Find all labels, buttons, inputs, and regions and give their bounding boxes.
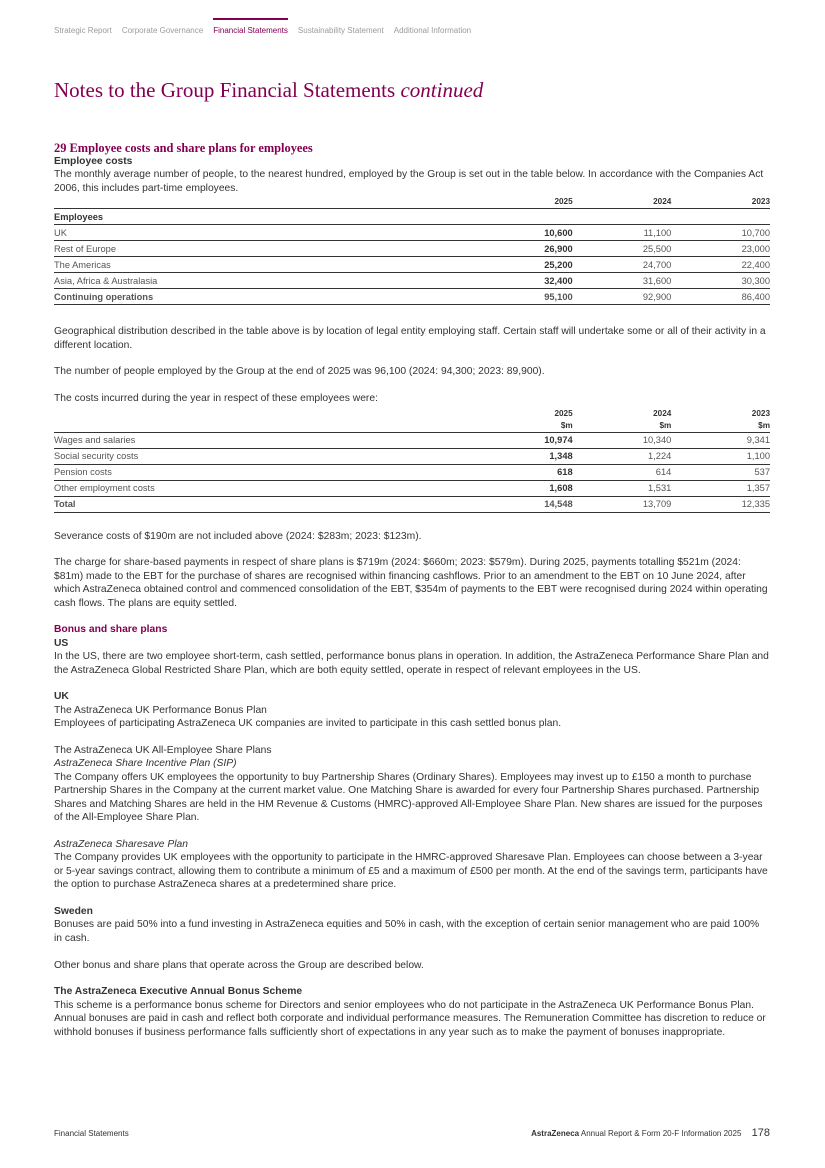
row-label: Continuing operations xyxy=(54,289,474,305)
column-header: 2025 $m xyxy=(554,408,573,430)
cell-2023: 537 xyxy=(671,464,770,480)
cell-2025: 14,548 xyxy=(474,496,573,512)
column-header: 2023 xyxy=(751,197,770,207)
row-label: Social security costs xyxy=(54,448,474,464)
cell-2025: 95,100 xyxy=(474,289,573,305)
cell-2024: 10,340 xyxy=(573,432,672,448)
intro-paragraph: The monthly average number of people, to the nearest hundred, employed by the Group is set out in the table below. In accordance with the Companies Act 2006, this includes part-time employees. xyxy=(54,169,764,194)
page-title xyxy=(54,78,483,103)
employees-table xyxy=(54,196,770,305)
cell-2024: 1,224 xyxy=(573,448,672,464)
other-plans-paragraph: Other bonus and share plans that operate across the Group are described below. xyxy=(54,959,424,971)
cell-2025: 25,200 xyxy=(474,257,573,273)
bonus-heading: Bonus and share plans xyxy=(54,624,168,636)
sweden-paragraph: Bonuses are paid 50% into a fund investing in AstraZeneca equities and 50% in cash, with the exception of certain senior management who are paid 100% in cash. xyxy=(54,919,760,944)
cell-2024: 25,500 xyxy=(573,241,672,257)
nav-financial-statements[interactable]: Financial Statements xyxy=(213,26,288,35)
costs-paragraph: The costs incurred during the year in respect of these employees were: xyxy=(54,393,378,405)
cell-2024: 31,600 xyxy=(573,273,672,289)
top-navigation xyxy=(54,26,481,35)
uk-pbp-heading: The AstraZeneca UK Performance Bonus Plan xyxy=(54,704,267,716)
table-row xyxy=(54,225,770,241)
footer-section-label: Financial Statements xyxy=(54,1129,129,1138)
uk-pbp-paragraph: Employees of participating AstraZeneca UK companies are invited to participate in this cash settled bonus plan. xyxy=(54,718,562,730)
table-row xyxy=(54,480,770,496)
costs-table xyxy=(54,408,770,513)
section-title: 29 Employee costs and share plans for employees xyxy=(54,141,313,155)
uk-aesp-heading: The AstraZeneca UK All-Employee Share Plans xyxy=(54,745,272,757)
table-row xyxy=(54,464,770,480)
cell-2024: 1,531 xyxy=(573,480,672,496)
sip-heading: AstraZeneca Share Incentive Plan (SIP) xyxy=(54,758,237,770)
group-label: Employees xyxy=(54,209,474,225)
sip-paragraph: The Company offers UK employees the opportunity to buy Partnership Shares (Ordinary Shares). Employees may invest up to £150 a month to purchase Partnership Shares in the Company at the current market value. One Matching Share is awarded for every four Partnership Shares purchased. Partnership Shares and Matching Shares are held in the HM Revenue & Customs (HMRC)-approved All-Employee Share Plan. New shares are issued for the purposes of the All-Employee Share Plan. xyxy=(54,771,763,824)
cell-2025: 10,974 xyxy=(474,432,573,448)
page-title-suffix: continued xyxy=(400,78,484,102)
column-header: 2024 xyxy=(653,197,672,207)
cell-2023: 23,000 xyxy=(671,241,770,257)
exec-bonus-heading: The AstraZeneca Executive Annual Bonus Scheme xyxy=(54,986,303,998)
cell-2024: 92,900 xyxy=(573,289,672,305)
nav-additional-information[interactable]: Additional Information xyxy=(393,26,472,35)
nav-sustainability-statement[interactable]: Sustainability Statement xyxy=(297,26,384,35)
cell-2023: 22,400 xyxy=(671,257,770,273)
row-label: Pension costs xyxy=(54,464,474,480)
sharesave-paragraph: The Company provides UK employees with the opportunity to participate in the HMRC-approved Sharesave Plan. Employees can choose between a 3-year or 5-year savings contract, allowing them to contribute a minimum of £5 and a maximum of £500 per month. At the end of the savings term, participants have the option to purchase AstraZeneca shares at a predetermined share price. xyxy=(54,852,768,891)
cell-2024: 24,700 xyxy=(573,257,672,273)
column-header: 2023 $m xyxy=(751,408,770,430)
sharesave-heading: AstraZeneca Sharesave Plan xyxy=(54,838,188,850)
cell-2025: 618 xyxy=(474,464,573,480)
row-label: The Americas xyxy=(54,257,474,273)
cell-2025: 10,600 xyxy=(474,225,573,241)
footer-report-info xyxy=(531,1127,770,1139)
table-total-row xyxy=(54,496,770,512)
row-label: Asia, Africa & Australasia xyxy=(54,273,474,289)
table-row xyxy=(54,432,770,448)
cell-2023: 12,335 xyxy=(671,496,770,512)
footer-report-title: Annual Report & Form 20-F Information 2025 xyxy=(580,1129,742,1138)
employee-costs-heading: Employee costs xyxy=(54,156,133,167)
cell-2024: 11,100 xyxy=(573,225,672,241)
geo-paragraph: Geographical distribution described in the table above is by location of legal entity employing staff. Certain staff will undertake some or all of their activity in a different location. xyxy=(54,326,766,351)
table-row xyxy=(54,273,770,289)
table-header-row xyxy=(54,196,770,209)
cell-2023: 10,700 xyxy=(671,225,770,241)
charge-paragraph: The charge for share-based payments in respect of share plans is $719m (2024: $660m; 2023: $579m). During 2025, payments totalling $521m (2024: $81m) made to the EBT for the purchase of shares are recognised within financing cashflows. Prior to an amendment to the EBT on 10 June 2024, after which AstraZeneca obtained control and commenced consolidation of the EBT, $354m of payments to the EBT were recognised during 2024 within operating cash flows. The plans are equity settled. xyxy=(54,557,768,609)
main-content xyxy=(54,141,770,1039)
cell-2023: 86,400 xyxy=(671,289,770,305)
row-label: Other employment costs xyxy=(54,480,474,496)
us-heading: US xyxy=(54,637,69,649)
row-label: Total xyxy=(54,496,474,512)
nav-corporate-governance[interactable]: Corporate Governance xyxy=(121,26,204,35)
table-row xyxy=(54,241,770,257)
table-group-row xyxy=(54,209,770,225)
cell-2023: 30,300 xyxy=(671,273,770,289)
uk-heading: UK xyxy=(54,691,69,703)
row-label: Wages and salaries xyxy=(54,432,474,448)
page-number: 178 xyxy=(751,1127,770,1139)
cell-2025: 32,400 xyxy=(474,273,573,289)
cell-2025: 26,900 xyxy=(474,241,573,257)
cell-2023: 9,341 xyxy=(671,432,770,448)
severance-paragraph: Severance costs of $190m are not included above (2024: $283m; 2023: $123m). xyxy=(54,530,422,542)
table-row xyxy=(54,257,770,273)
cell-2024: 13,709 xyxy=(573,496,672,512)
cell-2025: 1,348 xyxy=(474,448,573,464)
row-label: Rest of Europe xyxy=(54,241,474,257)
table-header-row xyxy=(54,408,770,433)
cell-2025: 1,608 xyxy=(474,480,573,496)
cell-2023: 1,100 xyxy=(671,448,770,464)
nav-strategic-report[interactable]: Strategic Report xyxy=(54,26,112,35)
table-row xyxy=(54,448,770,464)
exec-bonus-paragraph: This scheme is a performance bonus scheme for Directors and senior employees who do not participate in the AstraZeneca UK Performance Bonus Plan. Annual bonuses are paid in cash and reflect both corporate and individual performance measures. The Remuneration Committee has discretion to reduce or withhold bonuses if business performance falls sufficiently short of expectations in any year such as to make the payment of bonuses inappropriate. xyxy=(54,999,766,1038)
footer-brand: AstraZeneca xyxy=(531,1129,580,1138)
column-header: 2025 xyxy=(554,197,573,207)
page-title-main: Notes to the Group Financial Statements xyxy=(54,78,396,102)
row-label: UK xyxy=(54,225,474,241)
number-paragraph: The number of people employed by the Group at the end of 2025 was 96,100 (2024: 94,300; 2023: 89,900). xyxy=(54,366,545,378)
sweden-heading: Sweden xyxy=(54,905,93,917)
cell-2023: 1,357 xyxy=(671,480,770,496)
table-total-row xyxy=(54,289,770,305)
column-header: 2024 $m xyxy=(653,408,672,430)
cell-2024: 614 xyxy=(573,464,672,480)
us-paragraph: In the US, there are two employee short-term, cash settled, performance bonus plans in operation. In addition, the AstraZeneca Performance Share Plan and the AstraZeneca Global Restricted Share Plan, which are both equity settled, operate in respect of relevant employees in the US. xyxy=(54,651,769,676)
